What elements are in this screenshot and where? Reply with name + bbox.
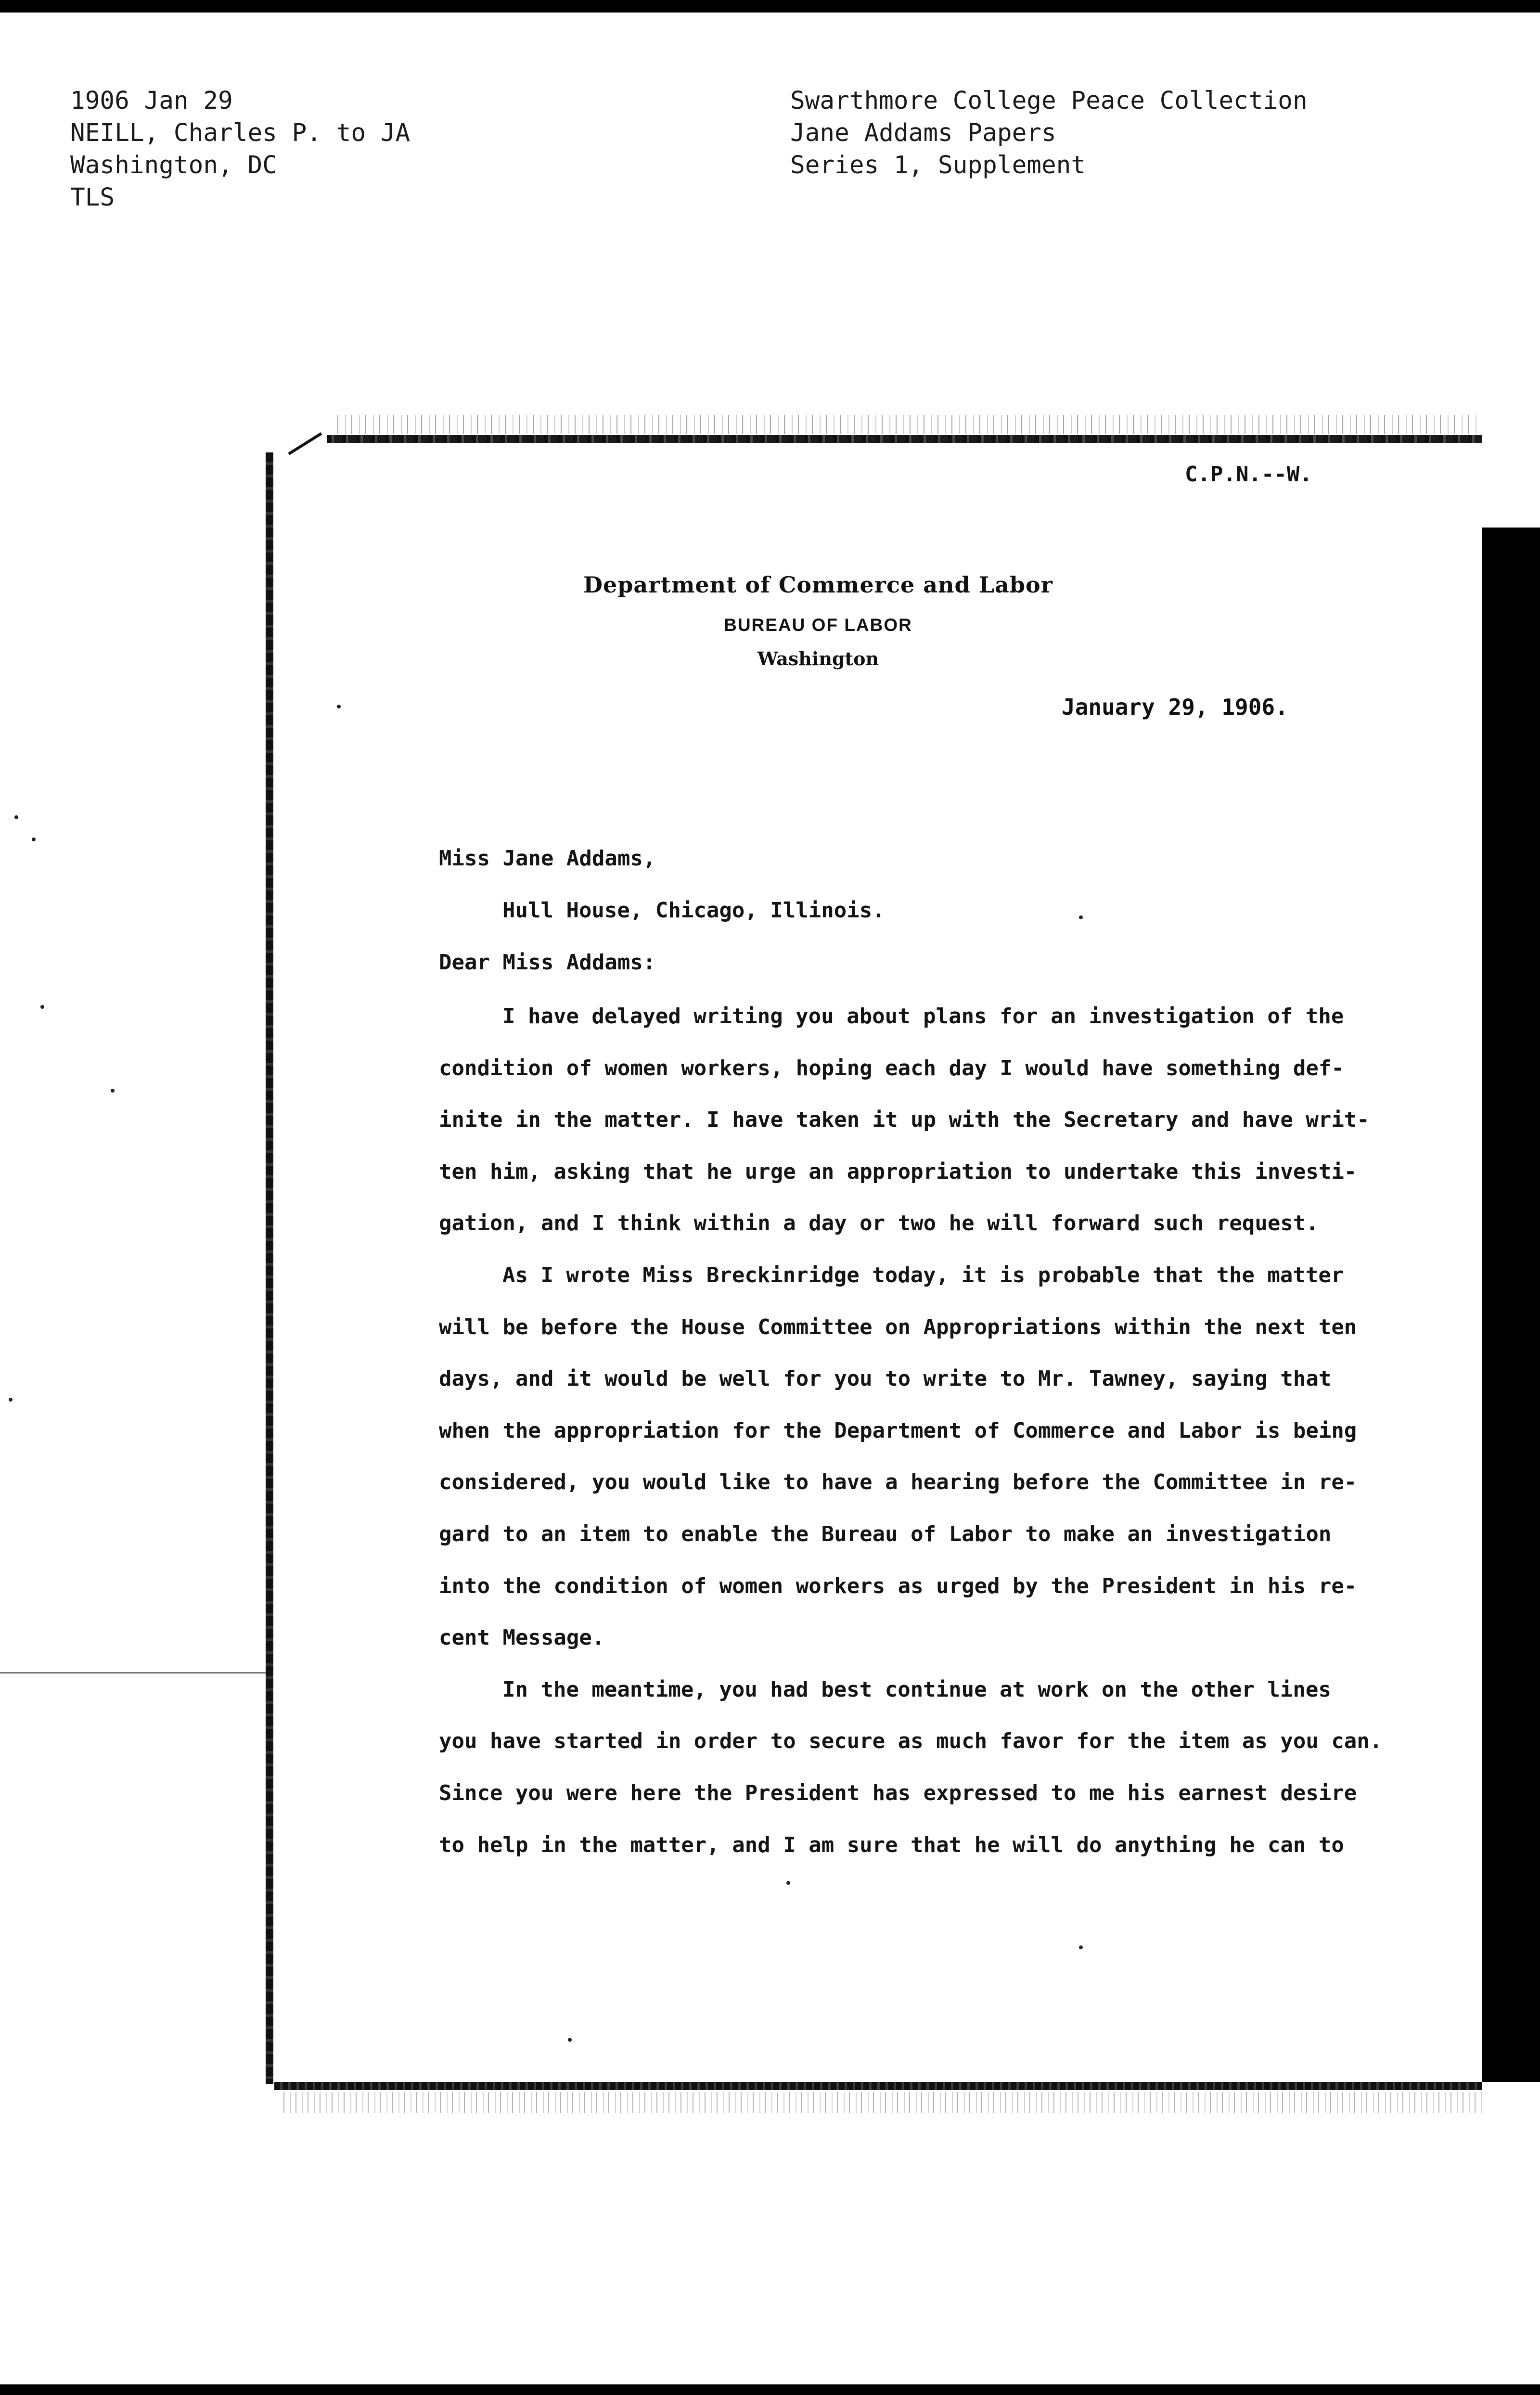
body-line: days, and it would be well for you to write to Mr. Tawney, saying that: [439, 1366, 1332, 1391]
page-edge-shadow-bottom: [279, 2092, 1482, 2113]
body-line: I have delayed writing you about plans for an investigation of the: [502, 1004, 1344, 1029]
recipient-address: Hull House, Chicago, Illinois.: [502, 898, 885, 923]
letter-date: January 29, 1906.: [1062, 694, 1288, 720]
scan-speck: [1079, 1945, 1083, 1949]
letterhead-department: Department of Commerce and Labor: [583, 572, 1053, 598]
body-line: gation, and I think within a day or two he will forward such request.: [439, 1211, 1319, 1236]
body-line: As I wrote Miss Breckinridge today, it is probable that the matter: [502, 1262, 1344, 1288]
body-line: ten him, asking that he urge an appropriation to undertake this investi-: [439, 1159, 1357, 1184]
body-line: considered, you would like to have a hearing before the Committee in re-: [439, 1470, 1357, 1495]
body-line: Since you were here the President has expressed to me his earnest desire: [439, 1780, 1357, 1805]
scan-speck: [337, 705, 341, 708]
body-line: you have started in order to secure as much favor for the item as you can.: [439, 1729, 1383, 1754]
page-edge-shadow-top: [332, 415, 1482, 434]
recipient-name: Miss Jane Addams,: [439, 846, 656, 871]
salutation: Dear Miss Addams:: [439, 950, 656, 975]
body-line: to help in the matter, and I am sure that he will do anything he can to: [439, 1832, 1344, 1857]
body-line: cent Message.: [439, 1625, 605, 1650]
letterhead-bureau: BUREAU OF LABOR: [724, 615, 912, 635]
archive-metadata-right: [790, 85, 1308, 181]
page-edge-left: [266, 452, 273, 2084]
archive-collection: Swarthmore College Peace Collection: [790, 87, 1308, 115]
body-line: inite in the matter. I have taken it up with the Secretary and have writ-: [439, 1107, 1370, 1133]
scan-speck: [111, 1089, 115, 1093]
archive-papers: Jane Addams Papers: [790, 119, 1056, 147]
archive-place: Washington, DC: [70, 151, 277, 180]
body-line: In the meantime, you had best continue at work on the other lines: [502, 1677, 1331, 1702]
body-line: condition of women workers, hoping each day I would have something def-: [439, 1056, 1344, 1081]
reference-code: C.P.N.--W.: [1185, 462, 1312, 487]
scan-speck: [14, 815, 18, 819]
body-line: into the condition of women workers as urged by the President in his re-: [439, 1573, 1357, 1598]
page-edge-bottom: [274, 2082, 1482, 2090]
body-line: when the appropriation for the Department of Commerce and Labor is being: [439, 1418, 1357, 1443]
scan-speck: [568, 2038, 572, 2042]
scan-artifact-line: [0, 1672, 270, 1674]
letter-body: [439, 1002, 1401, 1882]
body-line: gard to an item to enable the Bureau of Labor to make an investigation: [439, 1521, 1332, 1546]
scan-speck: [40, 1005, 44, 1009]
archive-doc-type: TLS: [70, 183, 115, 212]
archive-series: Series 1, Supplement: [790, 151, 1086, 180]
scan-right-shadow: [1482, 528, 1540, 2082]
scan-speck: [9, 1398, 13, 1402]
letterhead-city: Washington: [757, 648, 879, 670]
page-edge-top: [327, 435, 1482, 443]
archive-date: 1906 Jan 29: [70, 87, 233, 115]
body-line: will be before the House Committee on Appropriations within the next ten: [439, 1314, 1357, 1339]
archive-metadata-left: [70, 85, 410, 214]
scan-top-border: [0, 0, 1540, 13]
scan-bottom-border: [0, 2384, 1540, 2395]
archive-correspondents: NEILL, Charles P. to JA: [70, 119, 411, 147]
scan-speck: [32, 837, 36, 841]
